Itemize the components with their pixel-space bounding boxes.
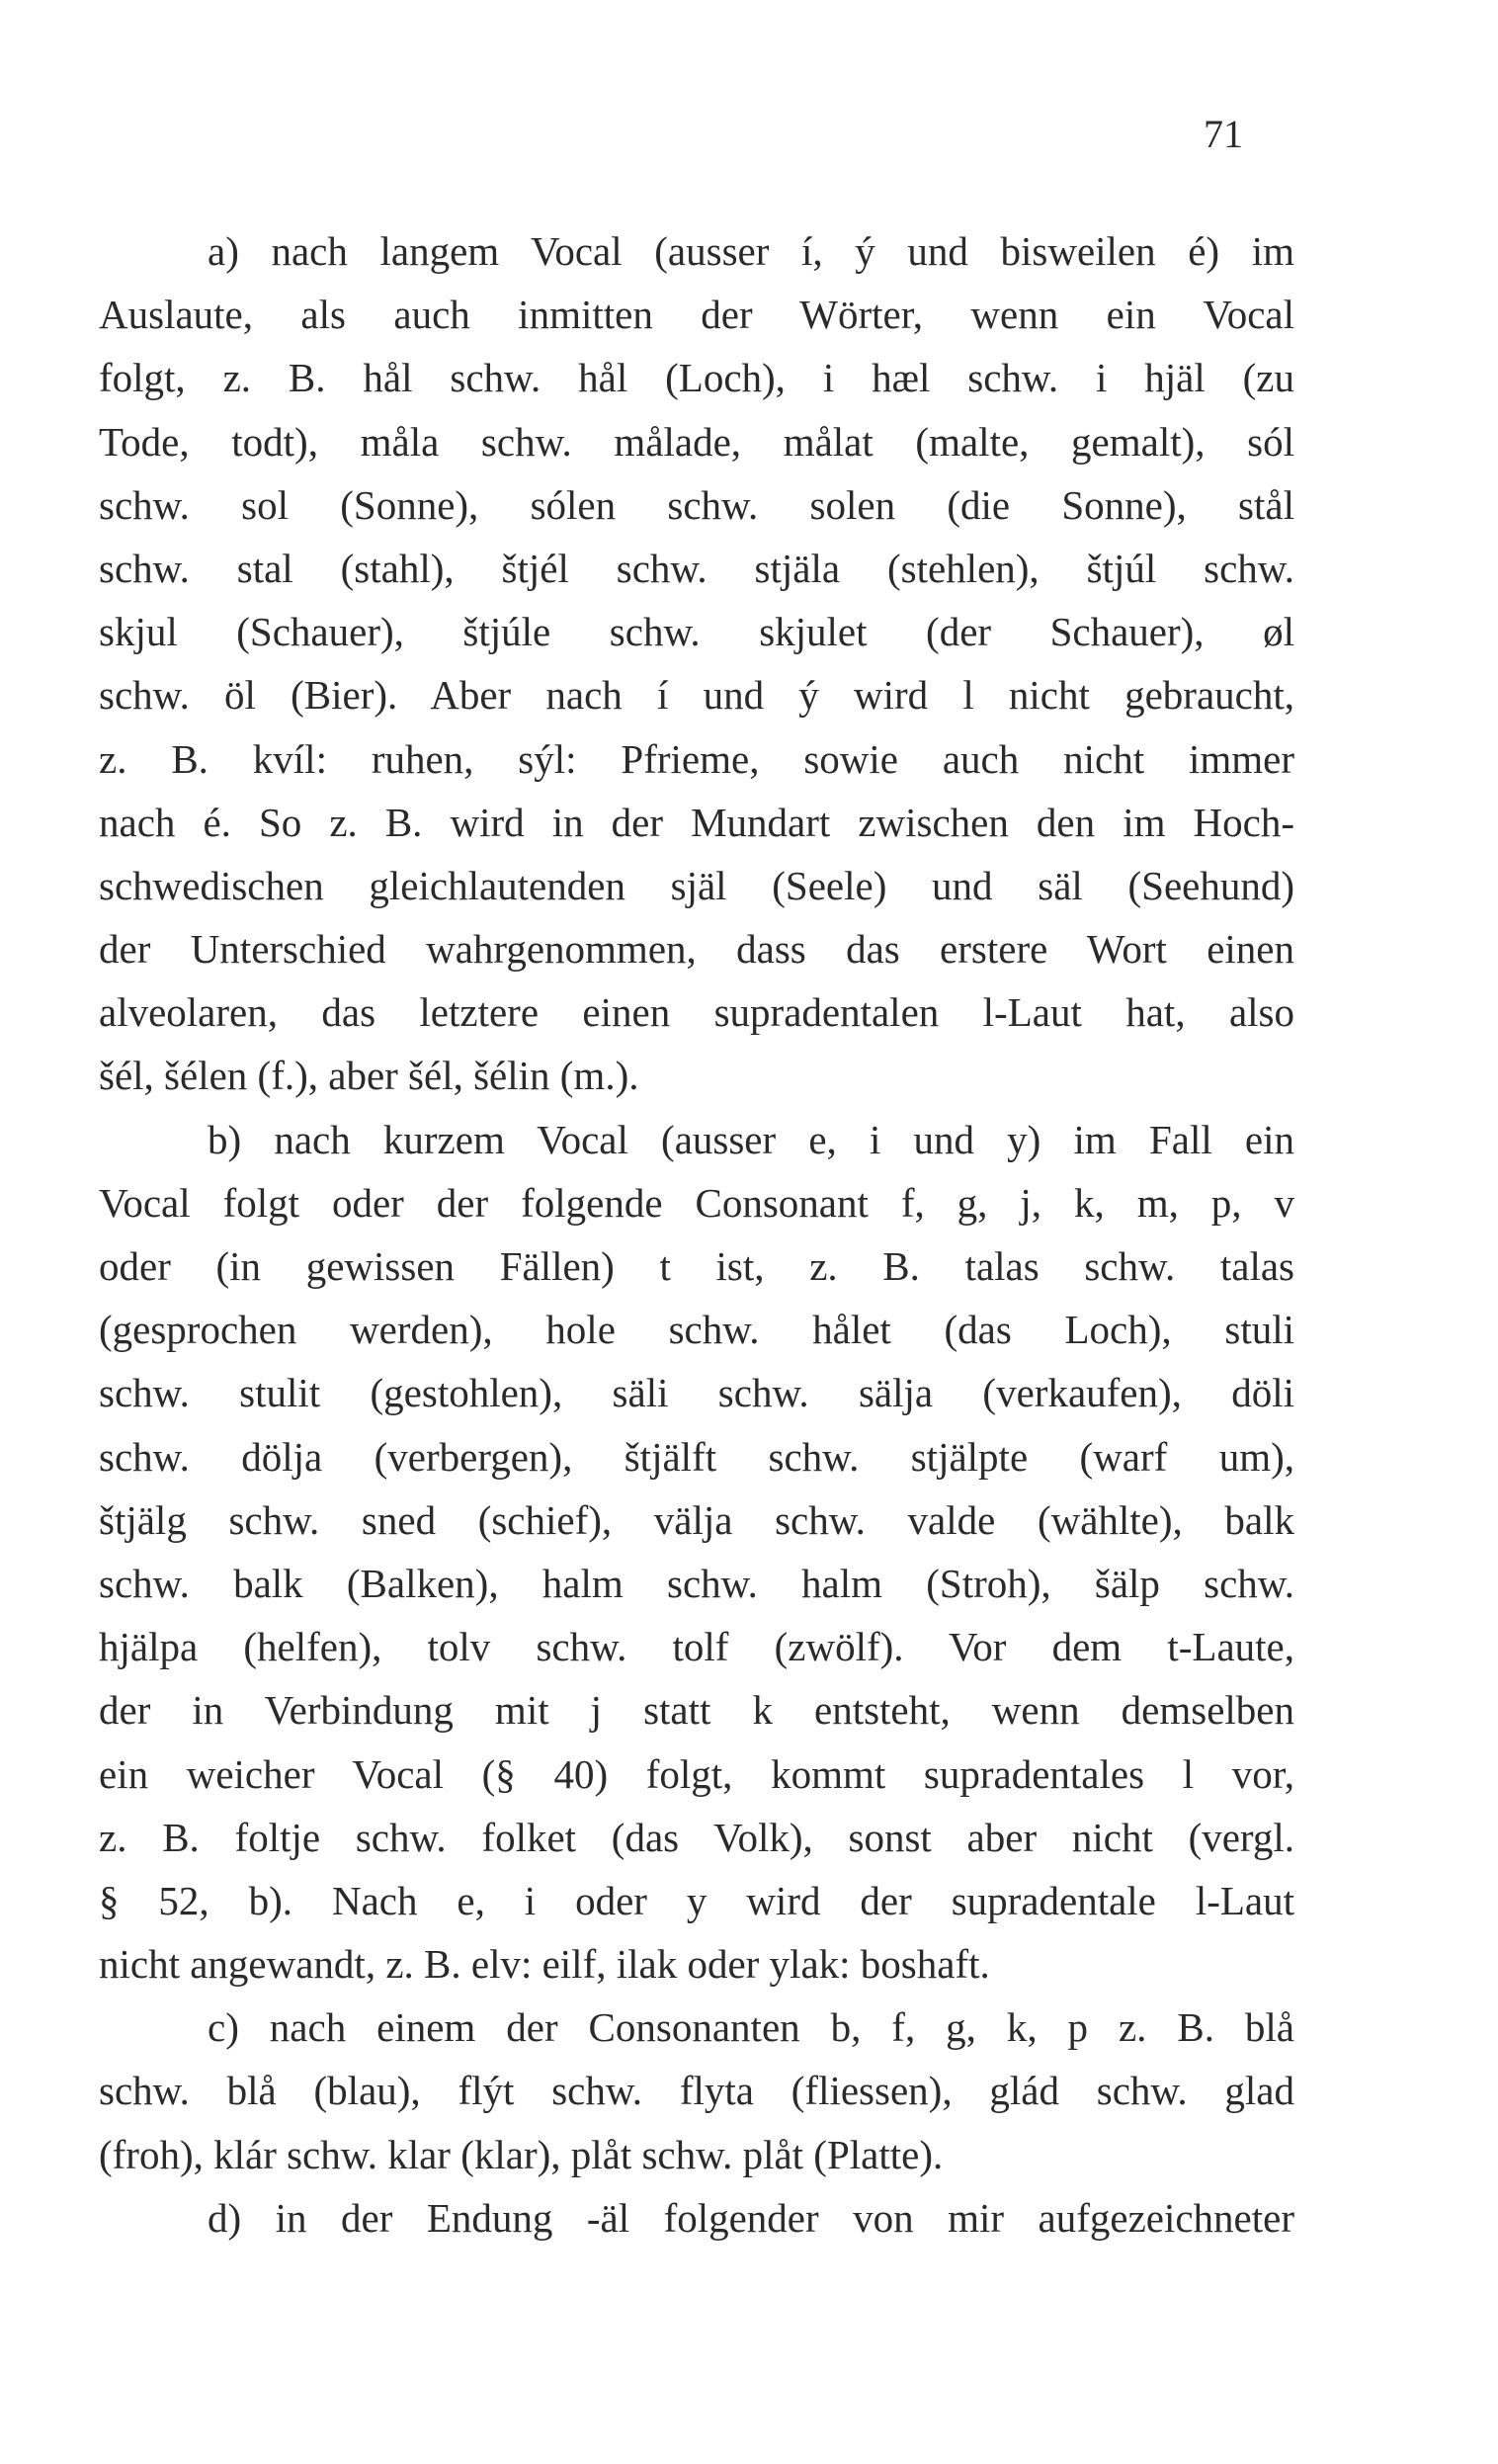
text-line: alveolaren, das letztere einen supradentalen l-Laut hat, also: [99, 989, 1294, 1036]
text-line: schw. stulit (gestohlen), säli schw. sälja (verkaufen), döli: [99, 1370, 1294, 1416]
text-line: folgt, z. B. hål schw. hål (Loch), i hæl schw. i hjäl (zu: [99, 355, 1294, 401]
text-line: schw. öl (Bier). Aber nach í und ý wird l nicht gebraucht,: [99, 672, 1294, 719]
body-text: [99, 219, 1294, 2250]
text-line: (gesprochen werden), hole schw. hålet (das Loch), stuli: [99, 1307, 1294, 1353]
text-line: nach é. So z. B. wird in der Mundart zwischen den im Hoch-: [99, 799, 1294, 845]
text-line: schw. dölja (verbergen), štjälft schw. stjälpte (warf um),: [99, 1433, 1294, 1480]
text-line: Tode, todt), måla schw. målade, målat (malte, gemalt), sól: [99, 418, 1294, 465]
text-line: der in Verbindung mit j statt k entsteht, wenn demselben: [99, 1687, 1294, 1734]
text-line: skjul (Schauer), štjúle schw. skjulet (der Schauer), øl: [99, 609, 1294, 655]
text-line: z. B. kvíl: ruhen, sýl: Pfrieme, sowie auch nicht immer: [99, 735, 1294, 782]
text-line: hjälpa (helfen), tolv schw. tolf (zwölf). Vor dem t-Laute,: [99, 1624, 1294, 1670]
text-line: ein weicher Vocal (§ 40) folgt, kommt supradentales l vor,: [99, 1750, 1294, 1797]
text-line: schw. blå (blau), flýt schw. flyta (fliessen), glád schw. glad: [99, 2068, 1294, 2114]
text-line: d) in der Endung -äl folgender von mir aufgezeichneter: [208, 2194, 1294, 2241]
page-number: 71: [1204, 112, 1243, 156]
text-line: Vocal folgt oder der folgende Consonant f, g, j, k, m, p, v: [99, 1179, 1294, 1226]
text-line: z. B. foltje schw. folket (das Volk), sonst aber nicht (vergl.: [99, 1814, 1294, 1860]
text-line: (froh), klár schw. klar (klar), plåt schw. plåt (Platte).: [99, 2131, 944, 2177]
text-line: der Unterschied wahrgenommen, dass das erstere Wort einen: [99, 926, 1294, 973]
text-line: schw. balk (Balken), halm schw. halm (Stroh), šälp schw.: [99, 1560, 1294, 1606]
text-line: c) nach einem der Consonanten b, f, g, k, p z. B. blå: [208, 2004, 1294, 2051]
text-line: nicht angewandt, z. B. elv: eilf, ilak oder ylak: boshaft.: [99, 1941, 990, 1988]
text-line: § 52, b). Nach e, i oder y wird der supradentale l-Laut: [99, 1877, 1294, 1923]
text-line: oder (in gewissen Fällen) t ist, z. B. talas schw. talas: [99, 1243, 1294, 1289]
text-line: a) nach langem Vocal (ausser í, ý und bisweilen é) im: [208, 228, 1294, 274]
text-line: šél, šélen (f.), aber šél, šélin (m.).: [99, 1053, 639, 1099]
text-line: schwedischen gleichlautenden själ (Seele) und säl (Seehund): [99, 862, 1294, 908]
text-line: štjälg schw. sned (schief), välja schw. valde (wählte), balk: [99, 1496, 1294, 1543]
text-line: b) nach kurzem Vocal (ausser e, i und y) im Fall ein: [208, 1116, 1294, 1162]
text-line: schw. sol (Sonne), sólen schw. solen (die Sonne), stål: [99, 481, 1294, 528]
text-line: Auslaute, als auch inmitten der Wörter, wenn ein Vocal: [99, 292, 1294, 338]
text-line: schw. stal (stahl), štjél schw. stjäla (stehlen), štjúl schw.: [99, 545, 1294, 591]
